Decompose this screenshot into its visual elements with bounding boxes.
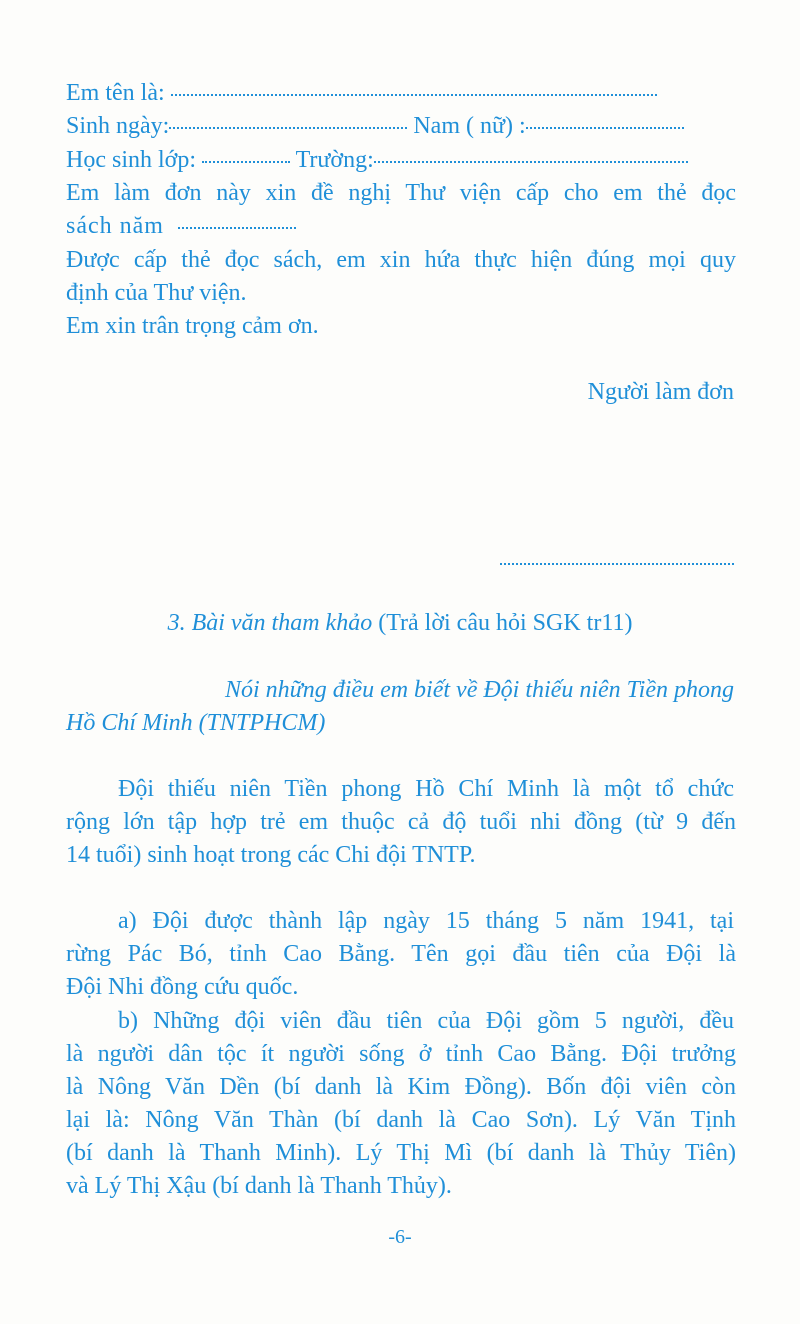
name-label: Em tên là:: [66, 80, 165, 106]
pa-line-3: Đội Nhi đồng cứu quốc.: [66, 974, 299, 1000]
promise-line-2: định của Thư viện.: [66, 280, 247, 306]
pb-line-3: là Nông Văn Dền (bí danh là Kim Đồng). Bốn đội viên còn: [66, 1074, 736, 1100]
p1-line-3: 14 tuổi) sinh hoạt trong các Chi đội TNTP.: [66, 842, 476, 868]
pb-line-6: và Lý Thị Xậu (bí danh là Thanh Thủy).: [66, 1173, 452, 1199]
pb-line-5: (bí danh là Thanh Minh). Lý Thị Mì (bí danh là Thủy Tiên): [66, 1140, 736, 1166]
pb-line-2: là người dân tộc ít người sống ở tỉnh Cao Bằng. Đội trưởng: [66, 1041, 736, 1067]
section-title: 3. Bài văn tham khảo: [167, 610, 373, 636]
p1-line-2: rộng lớn tập hợp trẻ em thuộc cả độ tuổi nhi đồng (từ 9 đến: [66, 809, 736, 835]
p1-line-1: Đội thiếu niên Tiền phong Hồ Chí Minh là một tổ chức: [118, 776, 734, 802]
school-blank: [374, 161, 688, 163]
topic-line-2: Hồ Chí Minh (TNTPHCM): [66, 710, 326, 736]
gender-blank: [526, 127, 684, 129]
gender-label: Nam ( nữ) :: [413, 113, 526, 139]
name-line: [66, 78, 736, 108]
pa-line-1: a) Đội được thành lập ngày 15 tháng 5 năm 1941, tại: [118, 908, 734, 934]
year-blank: [178, 227, 296, 229]
birth-blank: [169, 127, 407, 129]
page-number: -6-: [388, 1226, 412, 1248]
request-line-2: [66, 211, 736, 241]
class-label: Học sinh lớp:: [66, 147, 197, 173]
section-note: (Trả lời câu hỏi SGK tr11): [378, 610, 633, 636]
class-blank: [202, 161, 290, 163]
request-line-1: Em làm đơn này xin đề nghị Thư viện cấp cho em thẻ đọc: [66, 180, 736, 206]
section-heading: [0, 608, 800, 638]
school-label: Trường:: [295, 147, 374, 173]
class-line: [66, 145, 736, 175]
signature-blank: [500, 563, 734, 565]
pb-line-1: b) Những đội viên đầu tiên của Đội gồm 5 người, đều: [118, 1008, 734, 1034]
topic-line-1: Nói những điều em biết về Đội thiếu niên Tiền phong: [224, 677, 734, 703]
signer-label: Người làm đơn: [587, 379, 734, 405]
name-blank: [171, 94, 657, 96]
promise-line-1: Được cấp thẻ đọc sách, em xin hứa thực hiện đúng mọi quy: [66, 247, 736, 273]
birth-label: Sinh ngày:: [66, 113, 170, 139]
request-year-label: sách năm: [66, 213, 164, 239]
pb-line-4: lại là: Nông Văn Thàn (bí danh là Cao Sơn). Lý Văn Tịnh: [66, 1107, 736, 1133]
pa-line-2: rừng Pác Bó, tỉnh Cao Bằng. Tên gọi đầu tiên của Đội là: [66, 941, 736, 967]
thanks-line: Em xin trân trọng cảm ơn.: [66, 313, 319, 339]
birth-line: [66, 111, 736, 141]
